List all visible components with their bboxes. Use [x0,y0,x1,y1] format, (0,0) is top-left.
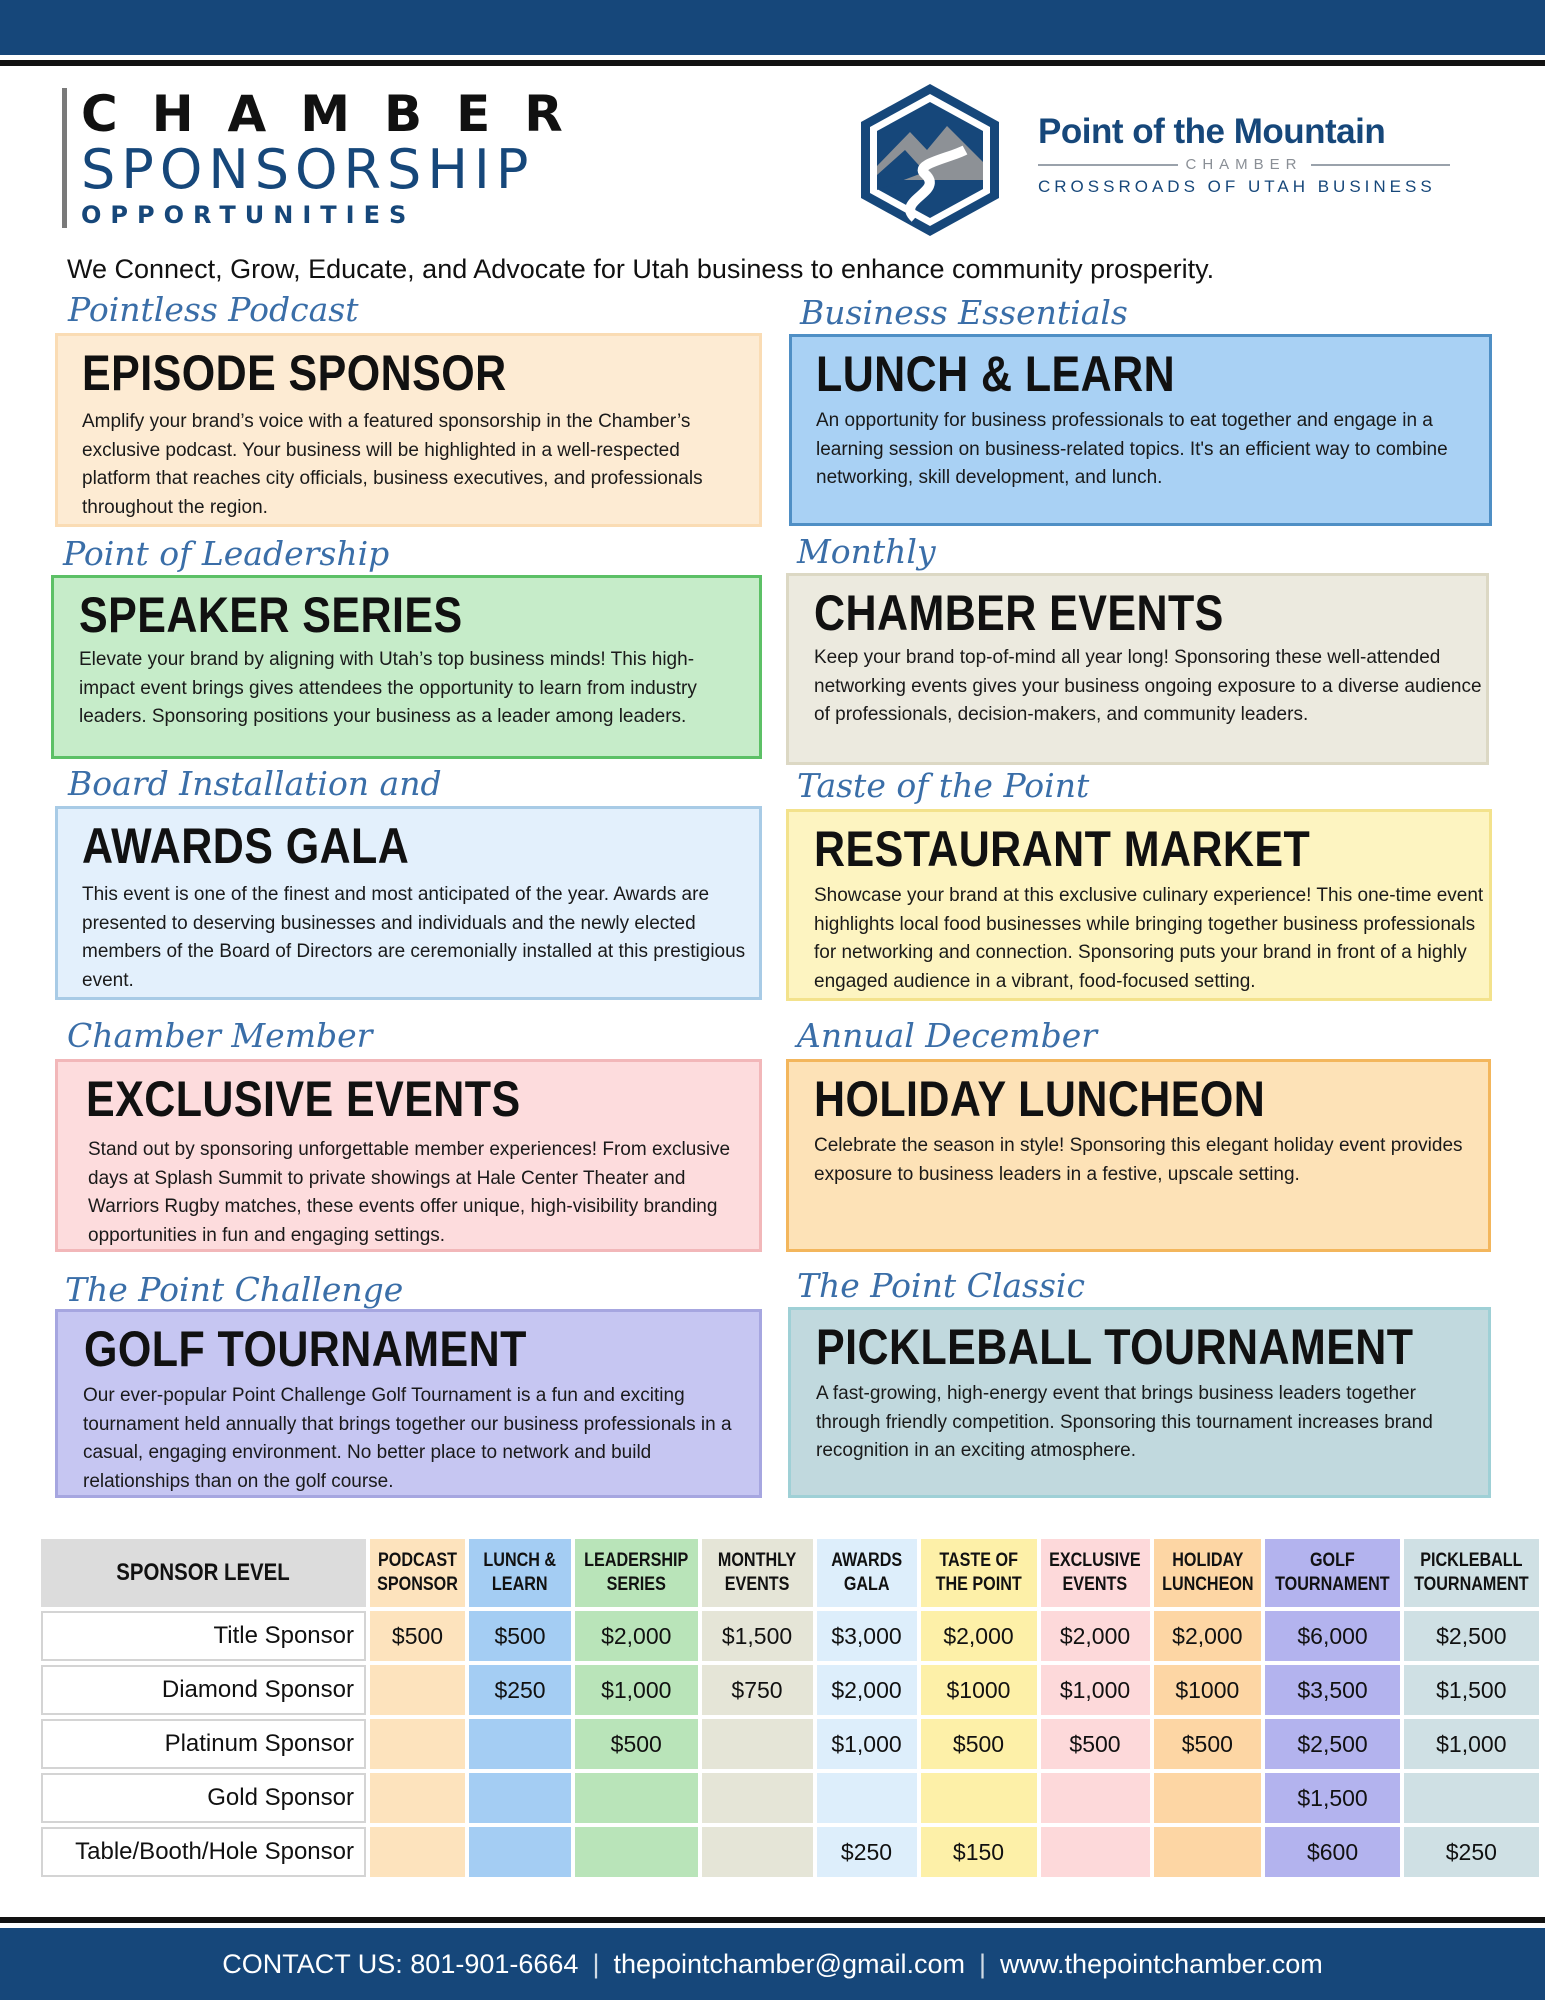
card-holiday-luncheon [786,1059,1491,1252]
table-row [41,1665,1539,1715]
price-cell: $500 [469,1611,571,1661]
price-cell [1154,1827,1262,1877]
card-title: EXCLUSIVE EVENTS [86,1071,521,1127]
card-title: HOLIDAY LUNCHEON [814,1071,1266,1127]
card-title: RESTAURANT MARKET [814,821,1311,877]
footer-separator: | [979,1948,987,1979]
sponsor-level-table [37,1535,1543,1881]
footer-email-link[interactable]: thepointchamber@gmail.com [613,1948,966,1979]
card-exclusive-events [55,1059,762,1252]
price-cell: $1000 [921,1665,1037,1715]
price-cell: $1,000 [1404,1719,1539,1769]
price-cell: $500 [921,1719,1037,1769]
card-script-monthly: Monthly [797,532,936,571]
price-cell [702,1773,813,1823]
card-description: Elevate your brand by aligning with Utah’s top business minds! This high-impact event brings gives attendees the opportunity to learn from industry leaders. Sponsoring positions your business as a leader among leaders. [79,649,697,727]
card-script-board: Board Installation and [68,764,442,803]
table-row [41,1773,1539,1823]
card-episode-sponsor [55,333,762,527]
title-chamber: CHAMBER [81,85,597,143]
footer-contact-bar [0,1928,1545,2000]
price-cell: $1,500 [1404,1665,1539,1715]
price-cell: $2,500 [1404,1611,1539,1661]
price-cell: $750 [702,1665,813,1715]
card-script-december: Annual December [797,1016,1098,1055]
card-description: This event is one of the finest and most anticipated of the year. Awards are presented to deserving businesses and individuals and the newly elected members of the Board of Directors are ceremonially installed at this prestigious event. [82,884,746,991]
card-script-challenge: The Point Challenge [65,1270,404,1309]
card-description: Our ever-popular Point Challenge Golf Tournament is a fun and exciting tournament held annually that brings together our business professionals in a casual, engaging environment. No better place to network and build relationships than on the golf course. [83,1385,732,1492]
table-row [41,1719,1539,1769]
price-cell: $2,000 [1154,1611,1262,1661]
price-cell: $2,000 [575,1611,697,1661]
brand-block [1038,112,1450,197]
price-cell [1404,1773,1539,1823]
card-description: A fast-growing, high-energy event that brings business leaders together through friendly competition. Sponsoring this tournament increases brand recognition in an exciting atmosphere. [816,1383,1433,1461]
price-cell: $500 [370,1611,465,1661]
card-script-leadership: Point of Leadership [63,534,390,573]
table-header-taste: TASTE OF THE POINT [921,1539,1037,1607]
card-lunch-learn [789,334,1492,526]
mountain-logo-icon [855,80,1005,240]
price-cell [469,1827,571,1877]
brand-subtitle: CROSSROADS OF UTAH BUSINESS [1038,177,1436,196]
table-header-lunch-learn: LUNCH & LEARN [469,1539,571,1607]
price-cell: $2,000 [1041,1611,1150,1661]
price-cell: $150 [921,1827,1037,1877]
price-cell: $6,000 [1265,1611,1400,1661]
price-cell: $500 [575,1719,697,1769]
card-chamber-events [786,573,1489,765]
tagline: We Connect, Grow, Educate, and Advocate for Utah business to enhance community prosperity. [67,254,1215,284]
footer-separator: | [592,1948,600,1979]
price-cell [702,1719,813,1769]
brand-chamber: CHAMBER [1185,156,1303,173]
price-cell: $2,000 [817,1665,917,1715]
price-cell: $1000 [1154,1665,1262,1715]
table-header-golf: GOLF TOURNAMENT [1265,1539,1400,1607]
card-speaker-series [51,575,762,759]
table-row [41,1611,1539,1661]
brand-name: Point of the Mountain [1038,112,1386,151]
bottom-divider [0,1917,1545,1923]
card-title: GOLF TOURNAMENT [84,1321,527,1377]
price-cell: $250 [817,1827,917,1877]
card-restaurant-market [786,809,1492,1001]
sponsor-level-cell: Title Sponsor [41,1611,366,1661]
price-cell [469,1719,571,1769]
price-cell: $1,500 [1265,1773,1400,1823]
sponsor-level-cell: Gold Sponsor [41,1773,366,1823]
title-block [62,85,597,229]
card-title: LUNCH & LEARN [816,346,1176,402]
price-cell: $250 [469,1665,571,1715]
price-cell: $2,000 [921,1611,1037,1661]
sponsor-level-cell: Diamond Sponsor [41,1665,366,1715]
table-row [41,1827,1539,1877]
price-cell [1041,1773,1150,1823]
table-header-awards: AWARDS GALA [817,1539,917,1607]
table-header-holiday: HOLIDAY LUNCHEON [1154,1539,1262,1607]
card-description: Keep your brand top-of-mind all year long! Sponsoring these well-attended networking events gives your business ongoing exposure to a diverse audience of professionals, decision-makers, and community leaders. [814,647,1482,725]
price-cell [817,1773,917,1823]
card-description: Stand out by sponsoring unforgettable member experiences! From exclusive days at Splash Summit to private showings at Hale Center Theater and Warriors Rugby matches, these events offer unique, high-visibility branding opportunities in fun and engaging settings. [88,1139,731,1246]
card-golf-tournament [55,1309,762,1498]
price-cell: $2,500 [1265,1719,1400,1769]
card-description: Showcase your brand at this exclusive culinary experience! This one-time event highlights local food businesses while bringing together business professionals for networking and connection. Sponsoring puts your brand in front of a highly engaged audience in a vibrant, food-focused setting. [814,885,1484,992]
price-cell [702,1827,813,1877]
price-cell [370,1719,465,1769]
sponsor-level-cell: Platinum Sponsor [41,1719,366,1769]
table-header-row [41,1539,1539,1607]
title-sponsorship: SPONSORSHIP [81,138,535,201]
card-script-member: Chamber Member [67,1016,373,1055]
table-header-sponsor-level: SPONSOR LEVEL [41,1539,366,1607]
price-cell [575,1773,697,1823]
card-description: An opportunity for business professionals to eat together and engage in a learning session on business-related topics. It's an efficient way to combine networking, skill development, and lunch. [816,410,1448,488]
table-header-exclusive: EXCLUSIVE EVENTS [1041,1539,1150,1607]
card-awards-gala [55,806,762,1000]
price-cell: $500 [1154,1719,1262,1769]
table-header-pickleball: PICKLEBALL TOURNAMENT [1404,1539,1539,1607]
price-cell [1154,1773,1262,1823]
card-description: Celebrate the season in style! Sponsoring this elegant holiday event provides exposure to business leaders in a festive, upscale setting. [814,1135,1463,1185]
price-cell [370,1665,465,1715]
price-cell: $3,500 [1265,1665,1400,1715]
card-script-business-essentials: Business Essentials [800,293,1128,332]
footer-phone[interactable]: CONTACT US: 801-901-6664 [222,1948,579,1979]
card-pickleball-tournament [788,1307,1491,1498]
price-cell [370,1827,465,1877]
table-header-podcast: PODCAST SPONSOR [370,1539,465,1607]
table-header-monthly: MONTHLY EVENTS [702,1539,813,1607]
price-cell: $600 [1265,1827,1400,1877]
price-cell: $1,000 [1041,1665,1150,1715]
price-cell: $500 [1041,1719,1150,1769]
card-title: PICKLEBALL TOURNAMENT [816,1319,1414,1375]
card-title: CHAMBER EVENTS [814,585,1224,641]
price-cell [469,1773,571,1823]
card-title: EPISODE SPONSOR [82,345,507,401]
price-cell [1041,1827,1150,1877]
top-banner [0,0,1545,55]
price-cell: $1,500 [702,1611,813,1661]
card-script-taste: Taste of the Point [797,766,1090,805]
price-cell: $1,000 [817,1719,917,1769]
card-script-classic: The Point Classic [797,1266,1085,1305]
title-opportunities: OPPORTUNITIES [81,201,416,229]
card-title: SPEAKER SERIES [79,587,463,643]
table-header-leadership: LEADERSHIP SERIES [575,1539,697,1607]
card-title: AWARDS GALA [82,818,410,874]
top-divider [0,60,1545,66]
card-script-podcast: Pointless Podcast [68,290,359,329]
sponsor-level-cell: Table/Booth/Hole Sponsor [41,1827,366,1877]
price-cell: $1,000 [575,1665,697,1715]
price-cell: $3,000 [817,1611,917,1661]
brand-divider [1038,156,1450,173]
card-description: Amplify your brand’s voice with a featured sponsorship in the Chamber’s exclusive podcast. Your business will be highlighted in a well-respected platform that reaches city officials, business executives, and professionals throughout the region. [82,411,703,518]
price-cell [370,1773,465,1823]
footer-website-link[interactable]: www.thepointchamber.com [1000,1948,1323,1979]
price-cell [575,1827,697,1877]
price-cell [921,1773,1037,1823]
price-cell: $250 [1404,1827,1539,1877]
